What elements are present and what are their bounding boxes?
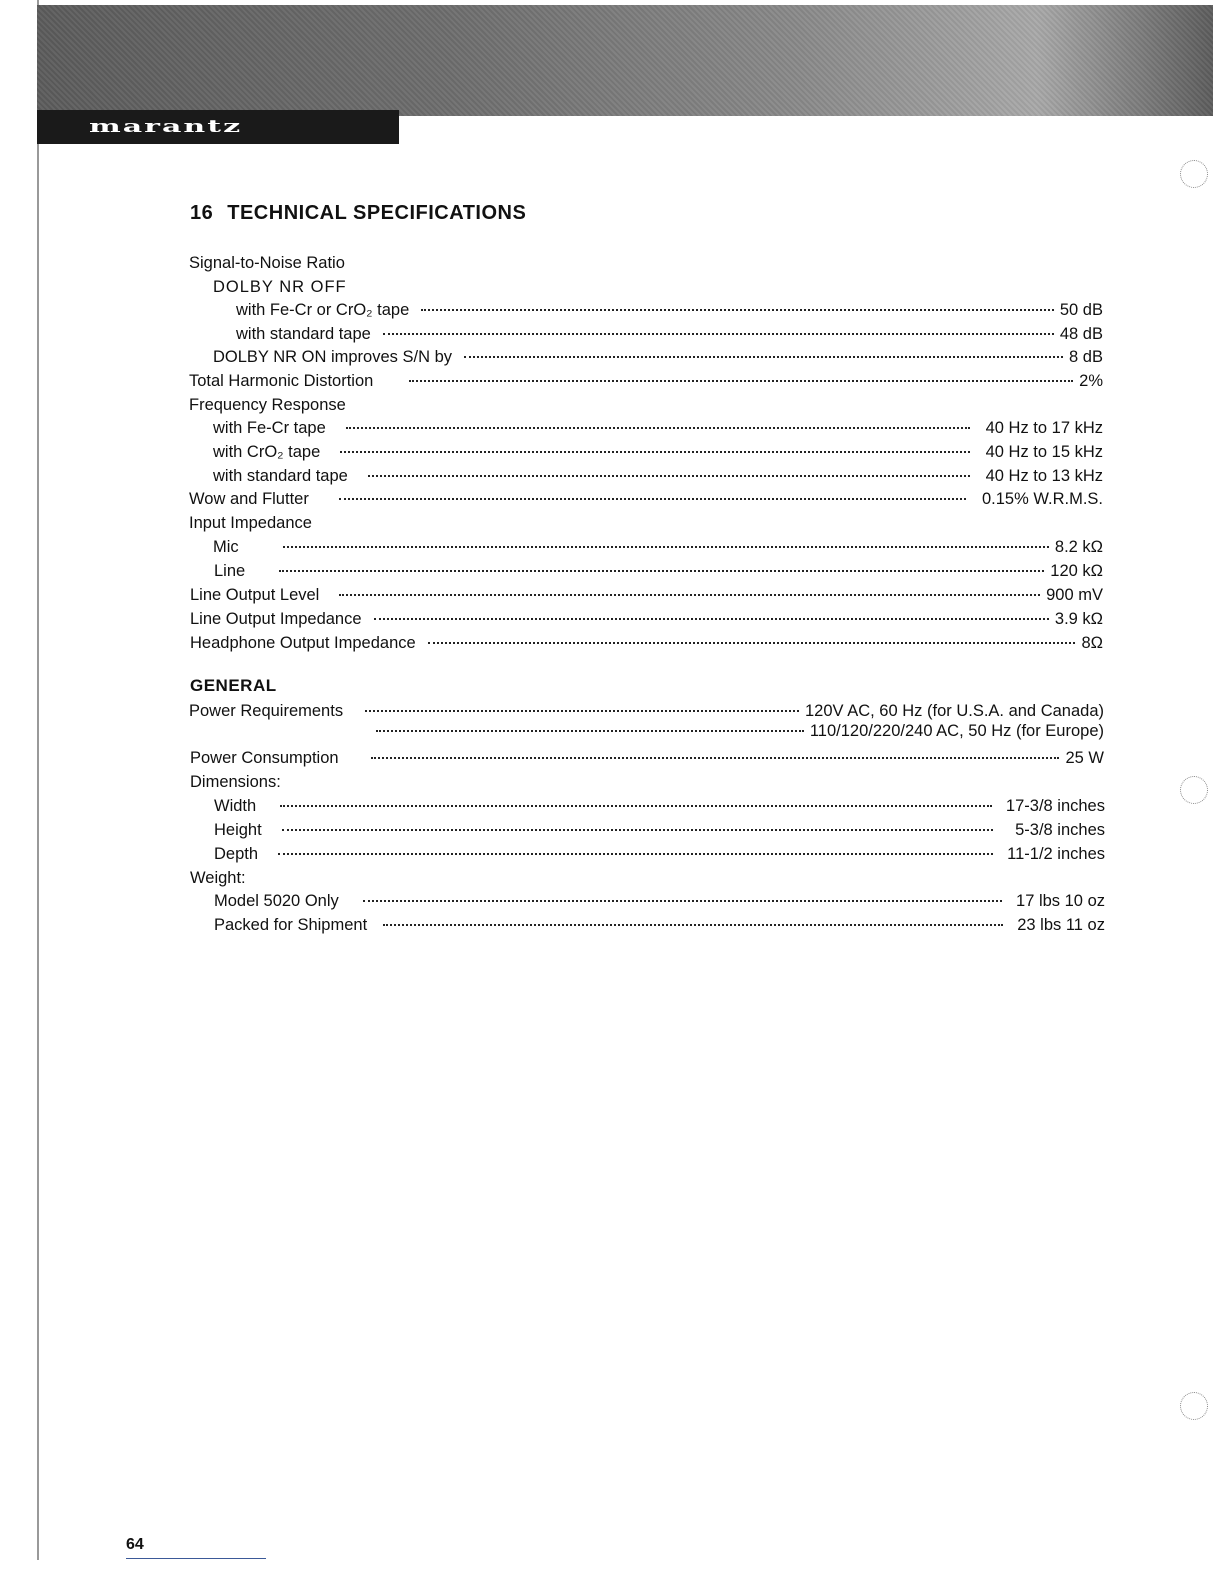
leader-dots bbox=[464, 356, 1063, 358]
left-margin-rule bbox=[37, 0, 39, 1560]
spec-row-fr-cro2: with CrO₂ tape 40 Hz to 15 kHz bbox=[213, 443, 1103, 461]
spec-row-power-consumption: Power Consumption 25 W bbox=[190, 749, 1104, 767]
leader-dots bbox=[278, 853, 993, 855]
brand-logo: marantz bbox=[89, 117, 243, 137]
leader-dots bbox=[371, 757, 1060, 759]
leader-dots bbox=[280, 805, 992, 807]
spec-heading-dimensions: Dimensions: bbox=[190, 773, 281, 791]
leader-dots bbox=[409, 380, 1073, 382]
spec-row-model-weight: Model 5020 Only 17 lbs 10 oz bbox=[214, 892, 1105, 910]
leader-dots bbox=[339, 594, 1040, 596]
leader-dots bbox=[383, 924, 1003, 926]
leader-dots bbox=[279, 570, 1044, 572]
leader-dots bbox=[340, 451, 969, 453]
spec-row-snr-standard: with standard tape 48 dB bbox=[236, 325, 1103, 343]
spec-row-width: Width 17-3/8 inches bbox=[214, 797, 1105, 815]
general-heading: GENERAL bbox=[190, 676, 277, 695]
spec-row-depth: Depth 11-1/2 inches bbox=[214, 845, 1105, 863]
spec-row-line: Line 120 kΩ bbox=[214, 562, 1103, 580]
spec-heading-frequency-response: Frequency Response bbox=[189, 396, 346, 414]
spec-row-fr-standard: with standard tape 40 Hz to 13 kHz bbox=[213, 467, 1103, 485]
spec-row-dolby-on: DOLBY NR ON improves S/N by 8 dB bbox=[213, 348, 1103, 366]
leader-dots bbox=[428, 642, 1076, 644]
leader-dots bbox=[421, 309, 1054, 311]
spec-heading-weight: Weight: bbox=[190, 869, 246, 887]
spec-row-fr-fecr: with Fe-Cr tape 40 Hz to 17 kHz bbox=[213, 419, 1103, 437]
leader-dots bbox=[376, 730, 804, 732]
spec-row-line-output-level: Line Output Level 900 mV bbox=[190, 586, 1103, 604]
leader-dots bbox=[383, 333, 1054, 335]
spec-row-shipping-weight: Packed for Shipment 23 lbs 11 oz bbox=[214, 916, 1105, 934]
leader-dots bbox=[363, 900, 1002, 902]
spec-row-headphone-impedance: Headphone Output Impedance 8Ω bbox=[190, 634, 1103, 652]
brand-logo-bar bbox=[37, 110, 399, 144]
leader-dots bbox=[339, 498, 966, 500]
spec-row-power-requirements: Power Requirements 120V AC, 60 Hz (for U.S.A. and Canada) bbox=[189, 702, 1104, 720]
spec-row-snr-fecr-cro2: with Fe-Cr or CrO₂ tape 50 dB bbox=[236, 301, 1103, 319]
leader-dots bbox=[346, 427, 970, 429]
spec-row-mic: Mic 8.2 kΩ bbox=[213, 538, 1103, 556]
spec-row-height: Height 5-3/8 inches bbox=[214, 821, 1105, 839]
spec-row-line-output-impedance: Line Output Impedance 3.9 kΩ bbox=[190, 610, 1103, 628]
leader-dots bbox=[282, 829, 993, 831]
spec-row-wow-flutter: Wow and Flutter 0.15% W.R.M.S. bbox=[189, 490, 1103, 508]
section-number: 16 bbox=[190, 202, 214, 224]
spec-row-power-requirements-europe: 110/120/220/240 AC, 50 Hz (for Europe) bbox=[376, 720, 1104, 742]
leader-dots bbox=[368, 475, 970, 477]
spec-row-thd: Total Harmonic Distortion 2% bbox=[189, 372, 1103, 390]
header-band bbox=[37, 5, 1213, 116]
binder-hole-icon bbox=[1180, 160, 1208, 188]
leader-dots bbox=[283, 546, 1049, 548]
page-title bbox=[190, 202, 526, 225]
leader-dots bbox=[365, 710, 799, 712]
spec-heading-input-impedance: Input Impedance bbox=[189, 514, 312, 532]
page-number-underline bbox=[126, 1558, 266, 1559]
binder-hole-icon bbox=[1180, 776, 1208, 804]
spec-heading-snr: Signal-to-Noise Ratio bbox=[189, 254, 345, 272]
spec-heading-dolby-off: DOLBY NR OFF bbox=[213, 278, 347, 296]
binder-hole-icon bbox=[1180, 1392, 1208, 1420]
leader-dots bbox=[374, 618, 1049, 620]
section-title-text: TECHNICAL SPECIFICATIONS bbox=[227, 202, 527, 224]
page-number: 64 bbox=[126, 1536, 144, 1553]
